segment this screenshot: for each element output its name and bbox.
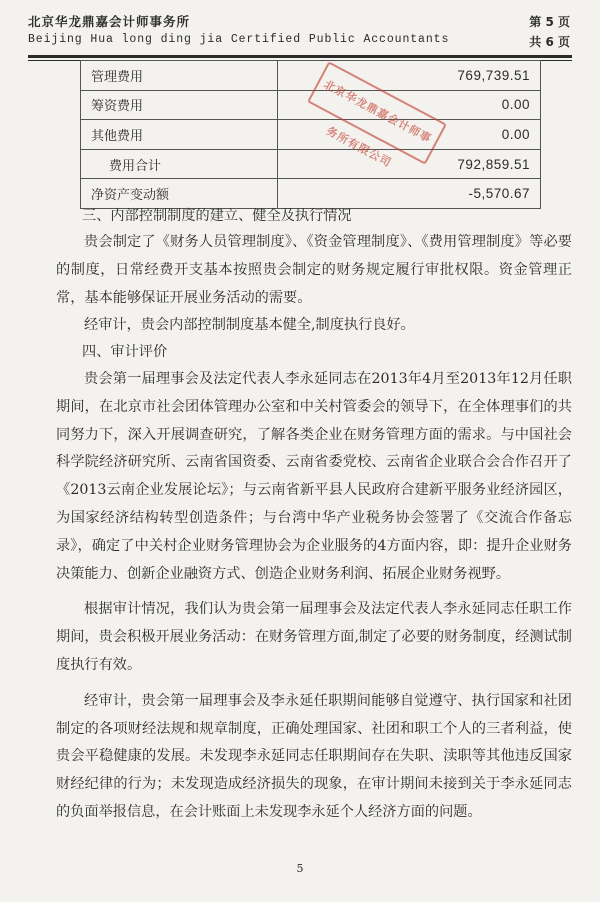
firm-header [28,12,449,46]
expense-table [80,60,541,209]
page-indicator [529,12,570,52]
row-value: 792,859.51 [278,149,541,179]
row-label: 管理费用 [81,61,278,91]
firm-name-en: Beijing Hua long ding jia Certified Public Accountants [28,33,450,46]
page-current: 第 5 页 [529,15,570,29]
row-value: 769,739.51 [278,61,541,91]
paragraph: 经审计，贵会第一届理事会及李永延任职期间能够自觉遵守、执行国家和社团制定的各项财经法规和规章制度，正确处理国家、社团和职工个人的三者利益，使贵会平稳健康的发展。未发现李永延同志任职期间存在失职、渎职等其他违反国家财经纪律的行为；未发现造成经济损失的现象，在审计期间未接到关于李永延同志的负面举报信息，在会计账面上未发现李永延个人经济方面的问题。 [56,692,572,820]
row-value: 0.00 [278,120,541,150]
paragraph: 贵会第一届理事会及法定代表人李永延同志在2013年4月至2013年12月任职期间，在北京市社会团体管理办公室和中关村管委会的领导下，在全体理事们的共同努力下，深入开展调查研究，了解各类企业在财务管理方面的需求。与中国社会科学院经济研究所、云南省国资委、云南省委党校、云南省企业联合会合作召开了《2013云南企业发展论坛》；与云南省新平县人民政府合建新平服务业经济园区，为国家经济结构转型创造条件；与台湾中华产业税务协会签署了《交流合作备忘录》，确定了中关村企业财务管理协会为企业服务的4方面内容，即：提升企业财务决策能力、创新企业融资方式、创造企业财务利润、拓展企业财务视野。 [56,371,572,582]
row-label: 净资产变动额 [81,179,278,209]
table-row [81,61,541,91]
table-row [81,149,541,179]
row-value: 0.00 [278,90,541,120]
page-total: 共 6 页 [529,35,570,49]
paragraph: 经审计，贵会内部控制制度基本健全,制度执行良好。 [84,317,415,334]
section-4-body [56,366,572,827]
page-number: 5 [296,862,304,875]
row-value: -5,570.67 [278,179,541,209]
table-row [81,120,541,150]
firm-name-cn: 北京华龙鼎嘉会计师事务所 [28,14,191,29]
header-rule-thick [28,55,572,58]
row-label: 筹资费用 [81,90,278,120]
section-4-title: 四、审计评价 [82,344,168,360]
section-3-body [56,229,572,340]
paragraph: 根据审计情况，我们认为贵会第一届理事会及法定代表人李永延同志任职工作期间，贵会积极开展业务活动：在财务管理方面,制定了必要的财务制度，经测试制度执行有效。 [56,601,572,673]
company-seal: 北京华龙鼎嘉会计师事务所有限公司 [307,61,447,165]
paragraph: 贵会制定了《财务人员管理制度》、《资金管理制度》、《费用管理制度》等必要的制度，日常经费开支基本按照贵会制定的财务规定履行审批权限。资金管理正常，基本能够保证开展业务活动的需要。 [56,234,572,306]
row-label: 费用合计 [81,149,278,179]
row-label: 其他费用 [81,120,278,150]
section-3-title: 三、内部控制制度的建立、健全及执行情况 [82,208,352,224]
